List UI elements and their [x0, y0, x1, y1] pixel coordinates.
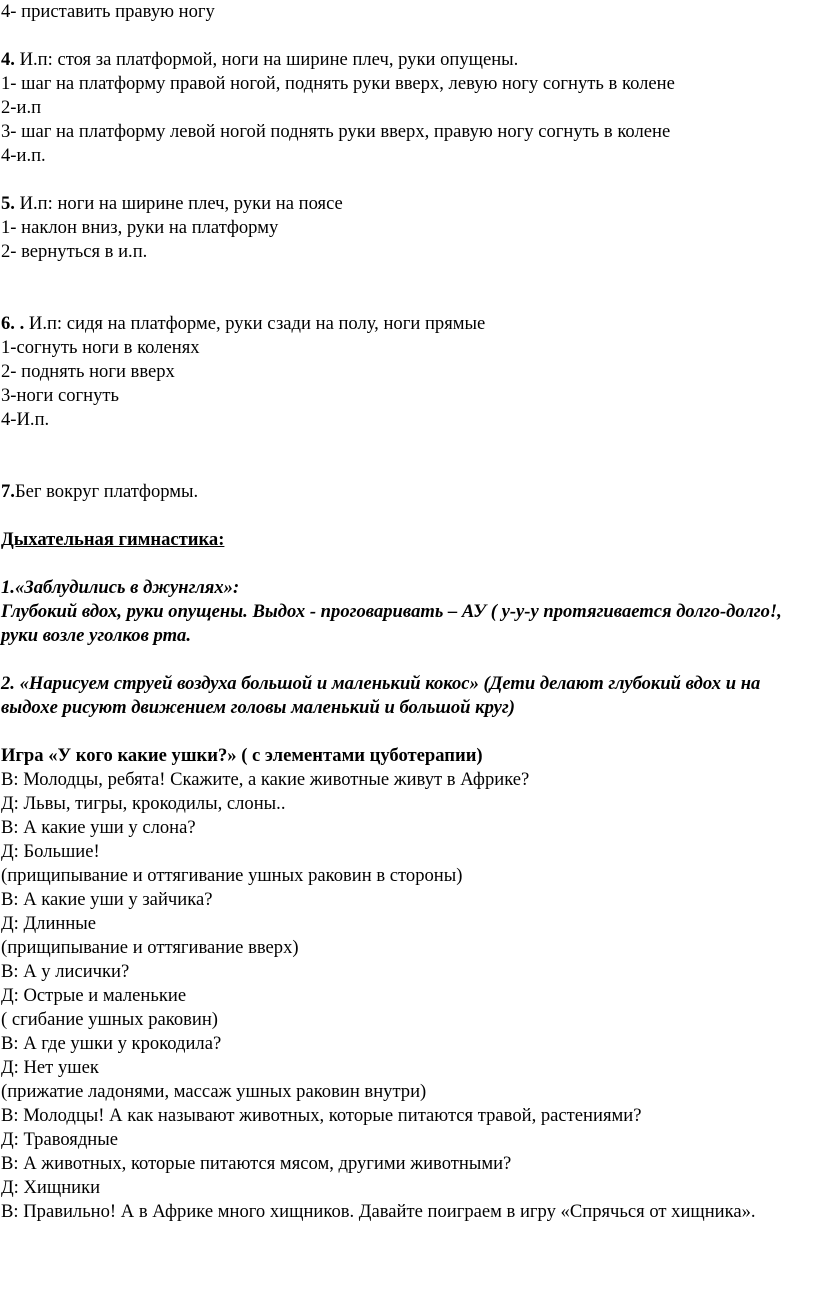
dialogue-line: Д: Нет ушек: [1, 1057, 99, 1078]
blank-line: [1, 168, 809, 192]
breathing-section-title: Дыхательная гимнастика:: [1, 529, 225, 550]
document-page: [1, 0, 809, 1224]
text-line: 3-ноги согнуть: [1, 385, 119, 406]
text-line: 1- шаг на платформу правой ногой, поднять руки вверх, левую ногу согнуть в колене: [1, 73, 675, 94]
dialogue-line: Д: Травоядные: [1, 1129, 119, 1150]
exercise-4-heading: [1, 48, 809, 72]
exercise-number: 4.: [1, 49, 15, 70]
exercise-7-heading: [1, 480, 809, 504]
dialogue-line: Д: Хищники: [1, 1177, 101, 1198]
text-line: 3- шаг на платформу левой ногой поднять руки вверх, правую ногу согнуть в колене: [1, 121, 671, 142]
blank-line: [1, 648, 809, 672]
dialogue-line: (прищипывание и оттягивание ушных раковин в стороны): [1, 865, 463, 886]
breathing-exercise-1-title: 1.«Заблудились в джунглях»:: [1, 577, 240, 598]
dialogue-line: Д: Львы, тигры, крокодилы, слоны..: [1, 793, 286, 814]
blank-line: [1, 720, 809, 744]
exercise-number: 5.: [1, 193, 15, 214]
dialogue-line: Д: Большие!: [1, 841, 100, 862]
dialogue-line: Д: Длинные: [1, 913, 97, 934]
breathing-exercise-2-text: 2. «Нарисуем струей воздуха большой и маленький кокос» (Дети делают глубокий вдох и на выдохе рисуют движением головы маленький и большой круг): [1, 673, 761, 718]
blank-line: [1, 504, 809, 528]
exercise-6-heading: [1, 312, 809, 336]
exercise-number: 7.: [1, 481, 15, 502]
blank-line: [1, 24, 809, 48]
blank-line: [1, 552, 809, 576]
dialogue-line: В: А какие уши у зайчика?: [1, 889, 213, 910]
dialogue-line: Д: Острые и маленькие: [1, 985, 187, 1006]
text-line: 4-и.п.: [1, 145, 46, 166]
text-line: 2- поднять ноги вверх: [1, 361, 175, 382]
dialogue-line: В: Молодцы, ребята! Скажите, а какие животные живут в Африке?: [1, 769, 530, 790]
game-title: Игра «У кого какие ушки?» ( с элементами цуботерапии): [1, 745, 483, 766]
exercise-5-heading: [1, 192, 809, 216]
exercise-start-position: И.п: ноги на ширине плеч, руки на поясе: [14, 193, 343, 214]
blank-line: [1, 432, 809, 480]
dialogue-line: В: А какие уши у слона?: [1, 817, 196, 838]
text-line: 4- приставить правую ногу: [1, 1, 215, 22]
dialogue-line: В: Правильно! А в Африке много хищников. Давайте поиграем в игру «Спрячься от хищника».: [1, 1201, 756, 1222]
text-line: 4-И.п.: [1, 409, 50, 430]
exercise-text: Бег вокруг платформы.: [14, 481, 199, 502]
dialogue-line: В: А где ушки у крокодила?: [1, 1033, 222, 1054]
dialogue-line: В: Молодцы! А как называют животных, которые питаются травой, растениями?: [1, 1105, 642, 1126]
exercise-start-position: И.п: сидя на платформе, руки сзади на полу, ноги прямые: [24, 313, 486, 334]
text-line: 1-согнуть ноги в коленях: [1, 337, 200, 358]
text-line: 2-и.п: [1, 97, 42, 118]
dialogue-line: (прищипывание и оттягивание вверх): [1, 937, 299, 958]
exercise-number: 6. .: [1, 313, 25, 334]
text-line: 1- наклон вниз, руки на платформу: [1, 217, 279, 238]
dialogue-line: ( сгибание ушных раковин): [1, 1009, 218, 1030]
exercise-start-position: И.п: стоя за платформой, ноги на ширине плеч, руки опущены.: [14, 49, 519, 70]
text-line: 2- вернуться в и.п.: [1, 241, 148, 262]
breathing-exercise-1-text: Глубокий вдох, руки опущены. Выдох - проговаривать – АУ ( у-у-у протягивается долго-долго!, руки возле уголков рта.: [1, 601, 782, 646]
dialogue-line: В: А у лисички?: [1, 961, 130, 982]
dialogue-line: В: А животных, которые питаются мясом, другими животными?: [1, 1153, 512, 1174]
dialogue-line: (прижатие ладонями, массаж ушных раковин внутри): [1, 1081, 427, 1102]
blank-line: [1, 264, 809, 312]
